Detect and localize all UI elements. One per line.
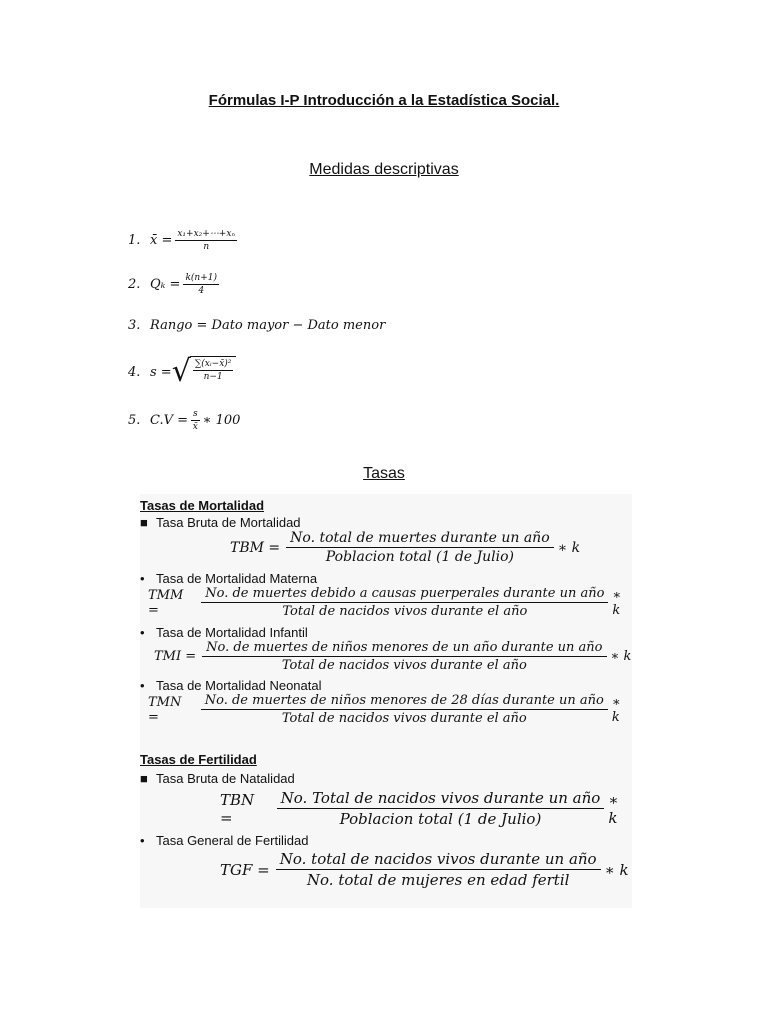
rate-formula-tmm: TMM = No. de muertes debido a causas puerperales durante un año Total de nacidos vivos durante el año ∗ k [148, 586, 622, 619]
formula-fraction [183, 273, 219, 296]
fertility-heading: Tasas de Fertilidad [140, 752, 257, 767]
section-heading-tasas: Tasas [363, 465, 405, 482]
fraction-numerator: ∑(xᵢ−x̄)² [194, 359, 232, 369]
rate-formula-tbm: TBM = No. total de muertes durante un año Poblacion total (1 de Julio) ∗ k [230, 530, 581, 565]
tasas-figure [140, 494, 632, 908]
rate-name-tmi: • Tasa de Mortalidad Infantil [140, 625, 308, 640]
rate-formula-tbn: TBN = No. Total de nacidos vivos durante un año Poblacion total (1 de Julio) ∗ k [220, 789, 619, 828]
formula-std-dev [128, 356, 236, 388]
fraction-numerator: k(n+1) [185, 273, 217, 283]
formula-fraction [191, 409, 200, 432]
fraction-numerator: x₁+x₂+⋯+xₙ [177, 229, 236, 239]
formula-tail: ∗ 100 [202, 413, 241, 428]
rate-name-tmn: • Tasa de Mortalidad Neonatal [140, 678, 322, 693]
formula-fraction [175, 229, 237, 252]
rate-name-tmm: • Tasa de Mortalidad Materna [140, 571, 318, 586]
formula-lhs: s = [150, 364, 172, 380]
formula-number: 2. [128, 277, 141, 292]
formula-number: 1. [128, 233, 141, 248]
section-heading-descriptive: Medidas descriptivas [309, 161, 459, 178]
formula-lhs: C.V = [150, 413, 189, 428]
formula-cv [128, 409, 240, 432]
rate-name-tbn: ■ Tasa Bruta de Natalidad [140, 771, 295, 786]
formula-number: 3. [128, 318, 141, 333]
rate-formula-tmn: TMN = No. de muertes de niños menores de 28 días durante un año Total de nacidos vivos durante el año ∗ k [148, 693, 621, 726]
rate-formula-tgf: TGF = No. total de nacidos vivos durante un año No. total de mujeres en edad fertil ∗ k [220, 850, 629, 889]
fraction-denominator: n−1 [203, 372, 223, 382]
square-root [172, 356, 237, 388]
fraction-denominator: 4 [198, 286, 205, 296]
rate-formula-tmi: TMI = No. de muertes de niños menores de un año durante un año Total de nacidos vivos durante el año ∗ k [154, 640, 632, 673]
fraction-numerator: s [193, 409, 198, 419]
mortality-heading: Tasas de Mortalidad [140, 498, 265, 513]
formula-number: 4. [128, 364, 141, 380]
formula-range [128, 318, 385, 333]
formula-text: Rango = Dato mayor − Dato menor [150, 318, 386, 333]
document-title: Fórmulas I-P Introducción a la Estadística Social. [208, 92, 560, 109]
formula-number: 5. [128, 413, 141, 428]
rate-name-tgf: • Tasa General de Fertilidad [140, 833, 309, 848]
formula-quartile [128, 273, 222, 296]
rate-name-tbm: ■ Tasa Bruta de Mortalidad [140, 515, 301, 530]
formula-mean [128, 229, 240, 252]
fraction-denominator: x̄ [192, 422, 198, 432]
formula-lhs: x̄ = [150, 233, 173, 248]
formula-fraction [193, 359, 234, 382]
radical-sign-icon: √ [171, 354, 191, 389]
formula-lhs: Qₖ = [150, 277, 181, 292]
fraction-denominator: n [203, 242, 210, 252]
